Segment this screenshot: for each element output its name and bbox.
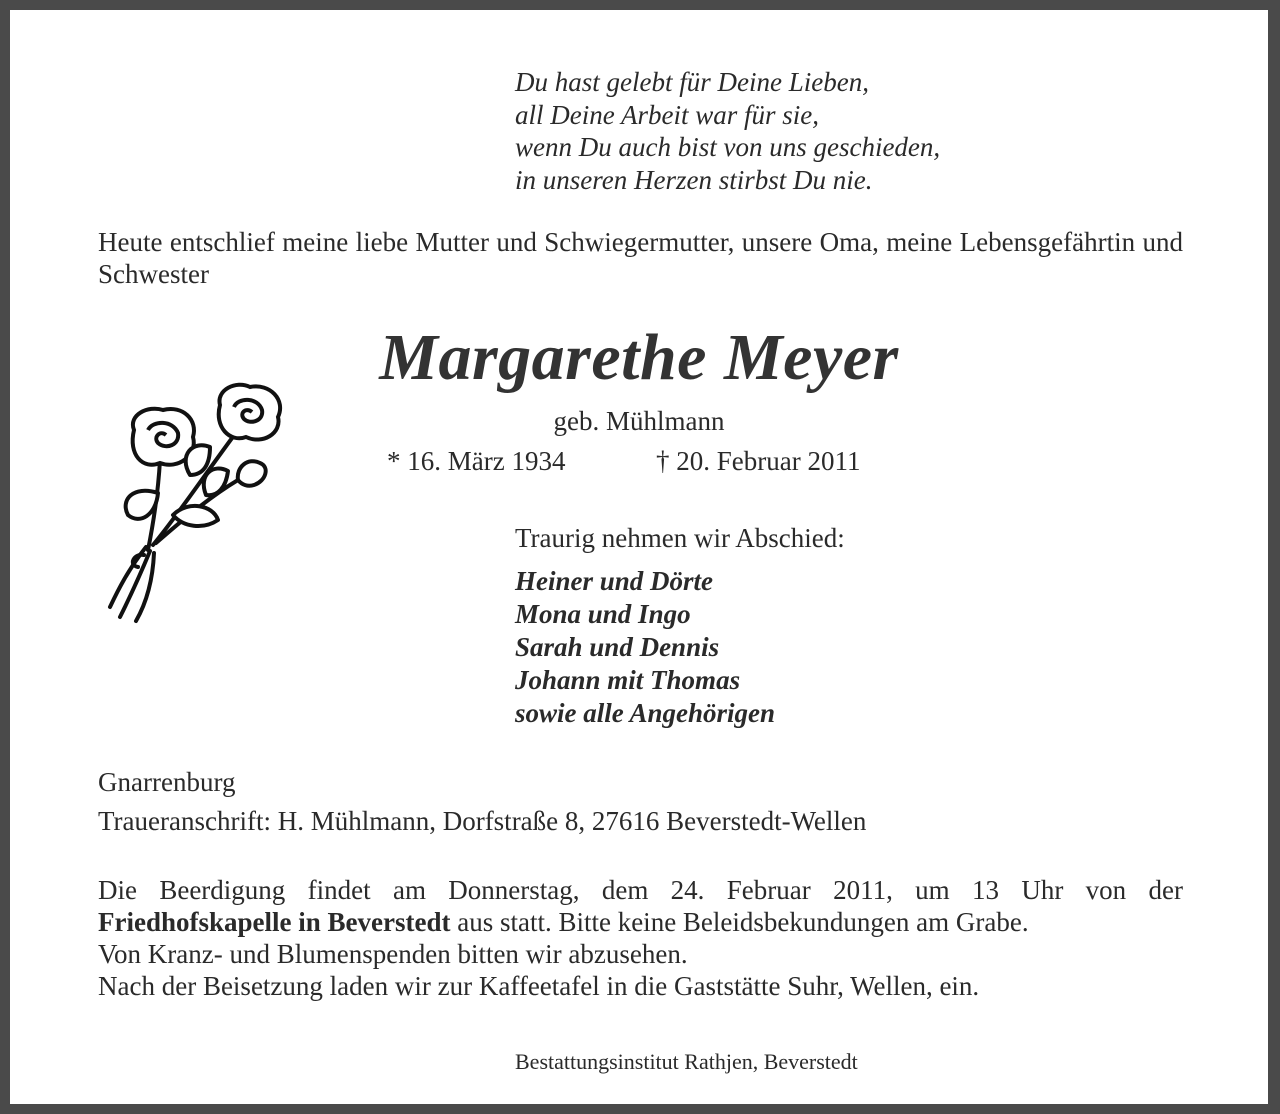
mourners-list: [515, 565, 775, 730]
list-item: Heiner und Dörte: [515, 566, 714, 596]
list-item: sowie alle Angehörigen: [515, 698, 776, 728]
death-date: † 20. Februar 2011: [656, 446, 861, 476]
poem-line: wenn Du auch bist von uns geschieden,: [515, 132, 941, 162]
mourning-address: Traueranschrift: H. Mühlmann, Dorfstraße 8, 27616 Beverstedt-Wellen: [98, 806, 867, 836]
poem-line: in unseren Herzen stirbst Du nie.: [515, 164, 873, 195]
funeral-line-3: Von Kranz- und Blumenspenden bitten wir abzusehen.: [98, 939, 688, 969]
birth-date: * 16. März 1934: [387, 446, 566, 476]
poem-line: all Deine Arbeit war für sie,: [515, 99, 819, 130]
list-item: Mona und Ingo: [515, 599, 691, 629]
funeral-line-2: [98, 906, 1183, 938]
funeral-line-1: Die Beerdigung findet am Donnerstag, dem 24. Februar 2011, um 13 Uhr von der: [98, 875, 1183, 905]
maiden-name: geb. Mühlmann: [553, 406, 725, 436]
funeral-info: [98, 874, 1183, 1002]
intro-text: Heute entschlief meine liebe Mutter und Schwiegermutter, unsere Oma, meine Lebensgefährtin und Schwester: [98, 227, 1183, 289]
farewell-heading: Traurig nehmen wir Abschied:: [515, 523, 845, 553]
funeral-line-2-rest: aus statt. Bitte keine Beleidsbekundungen am Grabe.: [450, 907, 1029, 937]
list-item: Sarah und Dennis: [515, 632, 720, 662]
obituary-notice: [10, 10, 1268, 1104]
funeral-location: Friedhofskapelle in Beverstedt: [98, 907, 451, 937]
roses-icon: [98, 375, 288, 625]
funeral-line-4: Nach der Beisetzung laden wir zur Kaffeetafel in die Gaststätte Suhr, Wellen, ein.: [98, 971, 980, 1001]
poem-line: Du hast gelebt für Deine Lieben,: [515, 67, 869, 97]
deceased-name: Margarethe Meyer: [379, 321, 899, 394]
list-item: Johann mit Thomas: [515, 665, 741, 695]
undertaker-name: Bestattungsinstitut Rathjen, Beverstedt: [515, 1049, 858, 1074]
memorial-poem: [515, 66, 940, 196]
place-name: Gnarrenburg: [98, 767, 236, 797]
page-frame: [10, 10, 1268, 1104]
